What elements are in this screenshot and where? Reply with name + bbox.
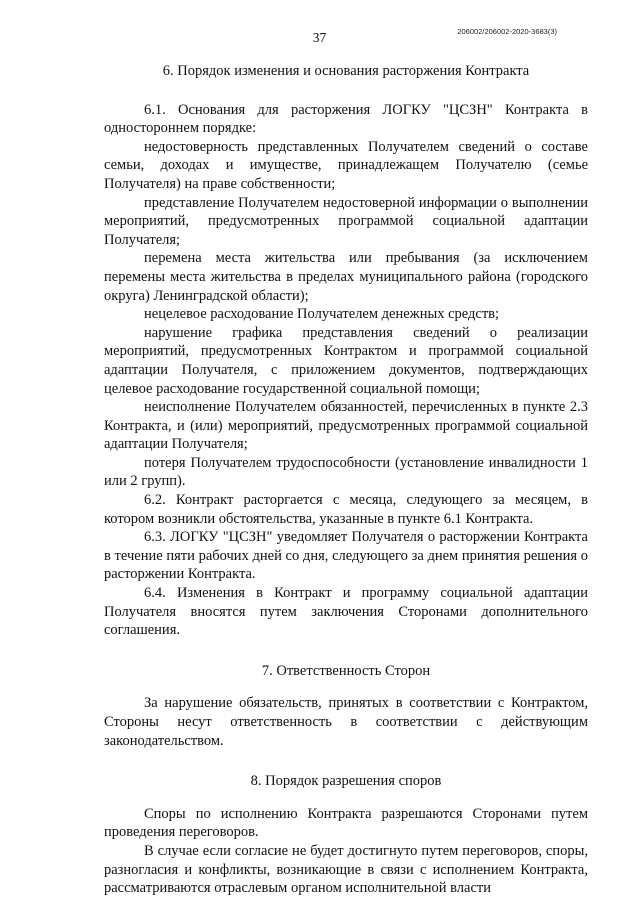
paragraph-6-1-item-6: неисполнение Получателем обязанностей, перечисленных в пункте 2.3 Контракта, и (или) мероприятий, предусмотренных программой социальной адаптации Получателя; <box>104 399 588 453</box>
paragraph-6-1-item-4: нецелевое расходование Получателем денежных средств; <box>144 306 500 323</box>
paragraph-6-1-item-3: перемена места жительства или пребывания (за исключением перемены места жительства в пределах муниципального района (городского округа) Ленинградской области); <box>104 250 588 304</box>
document-id: 206002/206002-2020-3683(3) <box>457 27 557 36</box>
paragraph-6-3: 6.3. ЛОГКУ "ЦСЗН" уведомляет Получателя о расторжении Контракта в течение пяти рабочих дней со дня, следующего за днем принятия решения о расторжении Контракта. <box>104 529 588 583</box>
paragraph-8-2: В случае если согласие не будет достигнуто путем переговоров, споры, разногласия и конфликты, возникающие в связи с исполнением Контракта, рассматриваются отраслевым органом исполнительной власти <box>104 842 588 897</box>
document-body <box>104 62 588 898</box>
paragraph-6-1-item-1: недостоверность представленных Получателем сведений о составе семьи, доходах и имуществе, принадлежащем Получателю (семье Получателя) на праве собственности; <box>104 138 588 192</box>
paragraph-6-4: 6.4. Изменения в Контракт и программу социальной адаптации Получателя вносятся путем заключения Сторонами дополнительного соглашения. <box>104 585 588 639</box>
paragraph-6-1-item-7: потеря Получателем трудоспособности (установление инвалидности 1 или 2 групп). <box>104 454 588 490</box>
paragraph-6-1-item-5: нарушение графика представления сведений о реализации мероприятий, предусмотренных Контрактом и программой социальной адаптации Получателя, с приложением документов, подтверждающих целевое расходование государственной социальной помощи; <box>104 324 588 397</box>
paragraph-8-1: Споры по исполнению Контракта разрешаются Сторонами путем проведения переговоров. <box>104 805 588 841</box>
paragraph-6-1-item-2: представление Получателем недостоверной информации о выполнении мероприятий, предусмотренных программой социальной адаптации Получателя; <box>104 194 588 248</box>
section-6-title: 6. Порядок изменения и основания расторжения Контракта <box>162 63 530 79</box>
paragraph-6-2: 6.2. Контракт расторгается с месяца, следующего за месяцем, в котором возникли обстоятельства, указанные в пункте 6.1 Контракта. <box>104 492 588 527</box>
section-8-title: 8. Порядок разрешения споров <box>250 773 442 790</box>
paragraph-6-1: 6.1. Основания для расторжения ЛОГКУ "ЦСЗН" Контракта в одностороннем порядке: <box>104 101 588 137</box>
page-number: 37 <box>312 30 327 45</box>
section-7-title: 7. Ответственность Сторон <box>261 662 431 679</box>
paragraph-7: За нарушение обязательств, принятых в соответствии с Контрактом, Стороны несут ответственность в соответствии с действующим законодательством. <box>104 695 588 749</box>
